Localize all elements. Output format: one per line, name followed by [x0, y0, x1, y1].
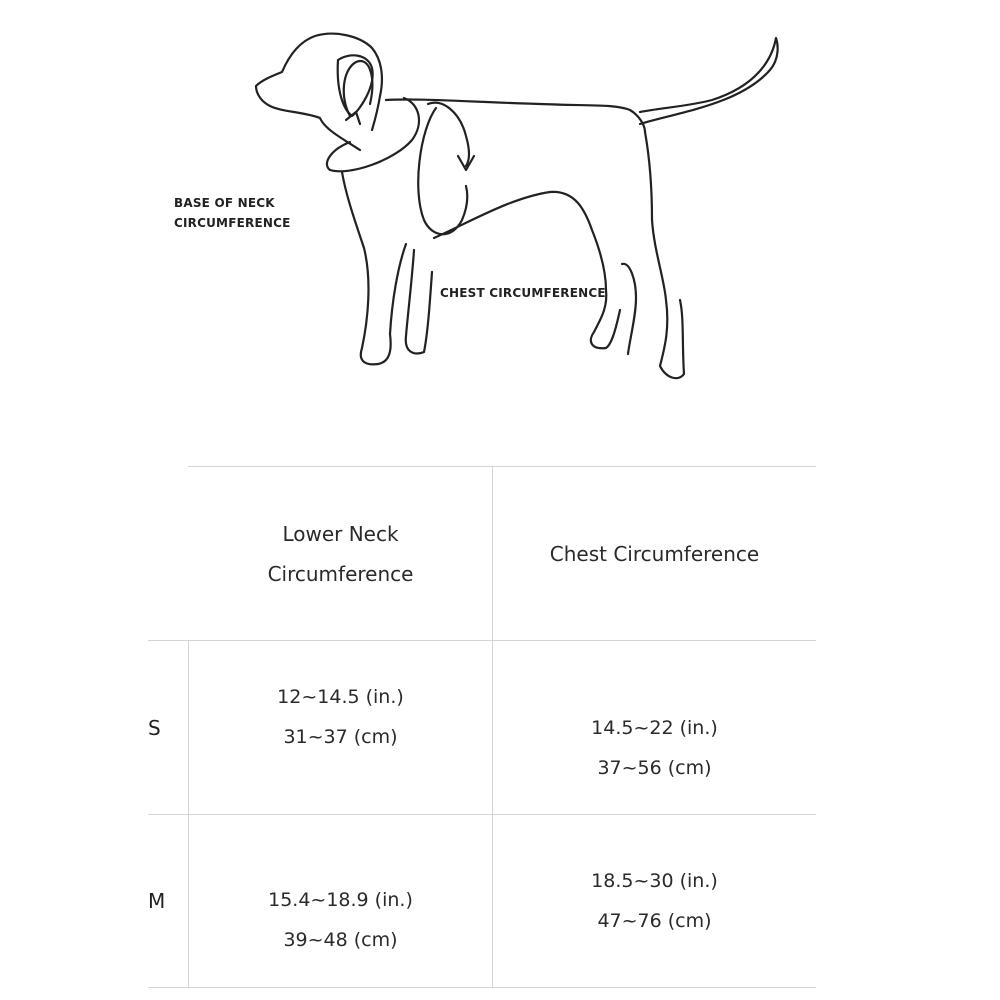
dog-belly-outline — [434, 192, 606, 290]
header-neck-line2: Circumference — [267, 561, 414, 586]
header-chest-circumference — [493, 467, 816, 640]
header-neck-line1: Lower Neck — [282, 521, 399, 546]
row-s-neck-in: 12~14.5 (in.) — [277, 686, 404, 708]
neck-arrow-loop — [344, 61, 373, 116]
row-m-neck-cm: 39~48 (cm) — [283, 929, 398, 951]
neck-label-line2: CIRCUMFERENCE — [174, 216, 291, 230]
row-s-chest — [493, 698, 816, 798]
dog-head-outline — [256, 34, 382, 150]
neck-label-line1: BASE OF NECK — [174, 196, 275, 210]
row-m-chest-cm: 47~76 (cm) — [597, 910, 712, 932]
header-chest-text: Chest Circumference — [549, 541, 760, 566]
row-s-chest-in: 14.5~22 (in.) — [591, 717, 718, 739]
chest-circumference-loop — [418, 108, 467, 234]
table-header-divider — [148, 640, 816, 641]
row-s-neck — [189, 667, 492, 767]
dog-hind-detail — [622, 264, 636, 354]
dog-hind-leg-outline — [645, 132, 684, 378]
neck-circumference-loop — [327, 98, 419, 171]
dog-front-leg-outline — [406, 250, 432, 353]
table-row-divider — [148, 814, 816, 815]
table-bottom-border — [148, 987, 816, 988]
row-s-chest-cm: 37~56 (cm) — [597, 757, 712, 779]
dog-tail-outline — [640, 38, 778, 124]
header-neck-circumference — [189, 467, 492, 640]
row-m-chest-in: 18.5~30 (in.) — [591, 870, 718, 892]
chest-circumference-label: CHEST CIRCUMFERENCE — [440, 286, 606, 300]
chest-arrow-head — [458, 156, 474, 170]
dog-measurement-illustration — [0, 0, 1000, 420]
row-m-chest — [493, 851, 816, 951]
row-m-neck-in: 15.4~18.9 (in.) — [268, 889, 413, 911]
size-label-m: M — [148, 889, 166, 913]
row-s-neck-cm: 31~37 (cm) — [283, 726, 398, 748]
dog-back-outline — [386, 99, 645, 132]
neck-circumference-label — [174, 193, 290, 233]
size-label-s: S — [148, 716, 161, 740]
dog-chest-outline — [342, 172, 406, 364]
row-m-neck — [189, 870, 492, 970]
